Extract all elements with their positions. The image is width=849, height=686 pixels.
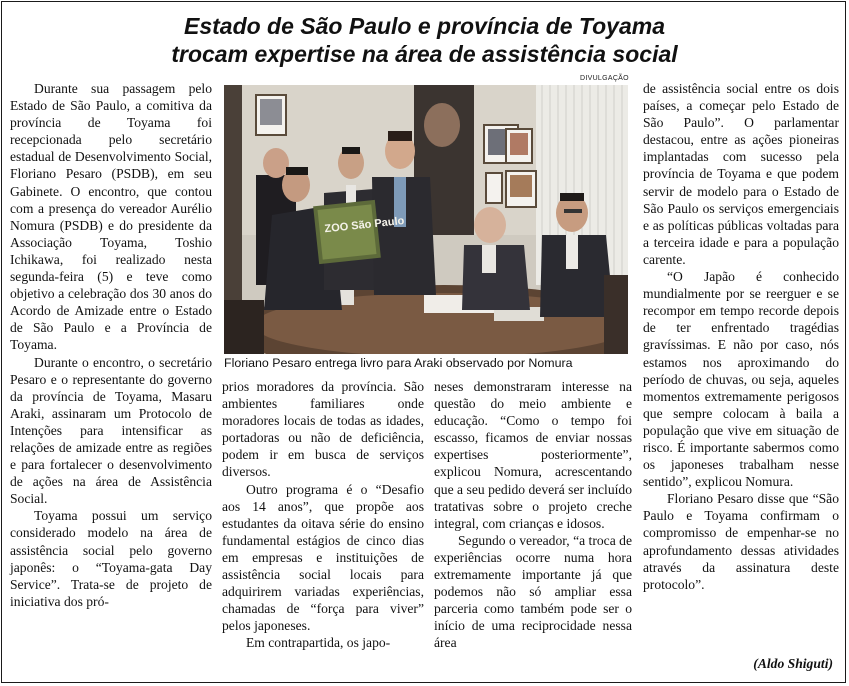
paragraph: Durante sua passagem pelo Estado de São Paulo, a comitiva da província de Toyama foi recepcionada pelo secretário estadual de Desenvolvimento Social, Floriano Pesaro (PSDB), em seu Gabinete. O encontro, que contou com a presença do vereador Aurélio Nomura (PSDB) e do presidente da Associação Toyama, Toshio Ichikawa, foi realizado nesta segunda-feira (5) e teve como objetivo a celebração dos 30 anos do Acordo de Amizade entre o Estado de São Paulo e a Província de Toyama. bbox=[10, 81, 212, 353]
paragraph: de assistência social entre os dois países, a começar pelo Estado de São Paulo”. O parlamentar destacou, entre as ações pioneiras implantadas com sucesso pela província de Toyama e que podem servir de modelo para o Estado de São Paulo os serviços emergenciais e as políticas públicas voltadas para a terceira idade e para a população carente. bbox=[643, 81, 839, 267]
article-column-4 bbox=[643, 80, 839, 593]
paragraph: Outro programa é o “Desafio aos 14 anos”, que propõe aos estudantes da oitava série do ensino fundamental estágios de cinco dias em empresas e instituições de assistência social locais para adquirirem variadas experiências, chamadas de “força para viver” pelos japoneses. bbox=[222, 481, 424, 634]
paragraph: prios moradores da província. São ambientes familiares onde moradores locais de todas as idades, portadoras ou não de deficiência, podem ir em busca de serviços diversos. bbox=[222, 379, 424, 480]
article-photo bbox=[224, 85, 628, 354]
paragraph: “O Japão é conhecido mundialmente por se reerguer e se recompor em tempo recorde depois de ter enfrentado tragédias gravíssimas. E não por caso, nós estamos nos aproximando do período de chuvas, ou seja, aqueles momentos extremamente perigosos que sempre colocam à baila a população que vive em situação de risco. É importante sabermos como os japoneses trabalham nesse sentido”, explicou Nomura. bbox=[643, 269, 839, 490]
paragraph: neses demonstraram interesse na questão do meio ambiente e educação. “Como o tempo foi escasso, ficamos de enviar nossas expertises posteriormente”, explicou Nomura, acrescentando que a seu pedido deverá ser incluído tratativas sobre o projeto creche integral, com crianças e idosos. bbox=[434, 379, 632, 531]
paragraph: Durante o encontro, o secretário Pesaro e o representante do governo da província de Toyama, Masaru Araki, assinaram um Protocolo de Intenções para intensificar as relações de amizade entre as regiões e para fortalecer o desenvolvimento de ações na área de Assistência Social. bbox=[10, 354, 212, 507]
headline bbox=[2, 12, 847, 68]
book-title: ZOO São Paulo bbox=[323, 214, 405, 236]
author-byline: (Aldo Shiguti) bbox=[753, 656, 833, 671]
photo-credit: DIVULGAÇÃO bbox=[580, 75, 629, 82]
headline-line-2: trocam expertise na área de assistência social bbox=[171, 41, 678, 67]
article-frame bbox=[1, 1, 846, 683]
article-column-3 bbox=[434, 378, 632, 652]
paragraph: Toyama possui um serviço considerado modelo na área de assistência social pelo governo japonês: o “Toyama-gata Day Service”. Trata-se de projeto de iniciativa dos pró- bbox=[10, 508, 212, 609]
article-column-2 bbox=[222, 378, 424, 652]
article-column-1 bbox=[10, 80, 212, 610]
paragraph: Segundo o vereador, “a troca de experiências ocorre numa hora extremamente importante já que podemos não só ampliar essa parceria como também pode ser o início de uma reciprocidade nessa área bbox=[434, 532, 632, 651]
paragraph: Em contrapartida, os japo- bbox=[246, 635, 391, 651]
photo-caption: Floriano Pesaro entrega livro para Araki observado por Nomura bbox=[224, 356, 573, 370]
paragraph: Floriano Pesaro disse que “São Paulo e Toyama confirmam o compromisso de empenhar-se no aprofundamento dessas atividades através da assinatura deste protocolo”. bbox=[643, 491, 839, 592]
headline-line-1: Estado de São Paulo e província de Toyama bbox=[183, 13, 665, 39]
